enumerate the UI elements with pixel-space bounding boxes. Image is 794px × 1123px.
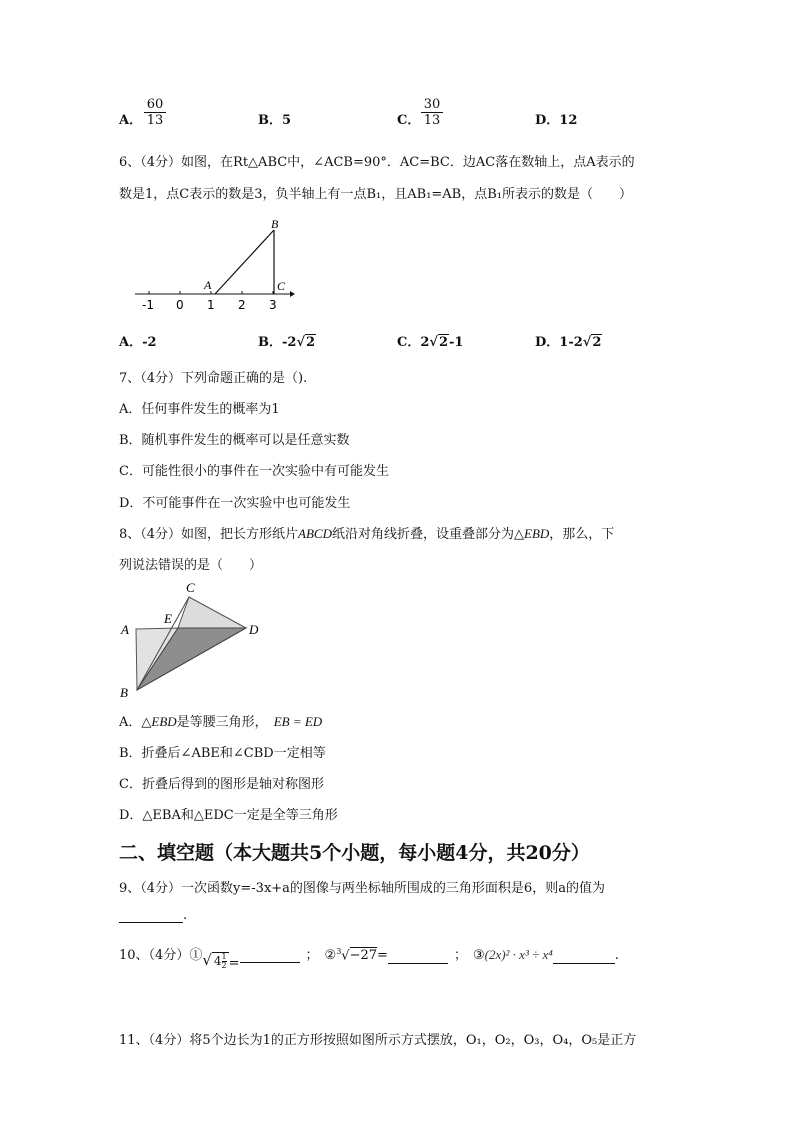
point-label-b: B xyxy=(271,217,279,231)
q6-option-d-prefix: D．1-2 xyxy=(535,335,583,350)
q9-answer-line xyxy=(119,908,187,923)
q5-option-b-label: B． xyxy=(258,113,282,128)
fraction-numerator: 30 xyxy=(423,97,441,112)
q8-option-d: D．△EBA和△EDC一定是全等三角形 xyxy=(119,808,338,823)
q10-part2-prefix: ② xyxy=(324,948,337,963)
point-label-e: E xyxy=(164,611,172,626)
q5-option-d-label: D． xyxy=(535,113,560,128)
q5-option-a-fraction xyxy=(144,97,166,128)
axis-arrow xyxy=(290,291,295,297)
tick-label: 2 xyxy=(238,298,246,312)
sqrt-symbol: √2 xyxy=(296,335,316,350)
section-heading-fill-in: 二、填空题（本大题共5个小题，每小题4分，共20分） xyxy=(119,842,590,864)
q5-option-d-value: 12 xyxy=(559,113,578,128)
separator: ； xyxy=(453,948,467,963)
q8-stem-text: ，那么，下 xyxy=(549,527,615,542)
q6-stem-line2: 数是1，点C表示的数是3，负半轴上有一点B₁，且AB₁=AB，点B₁所表示的数是（ ） xyxy=(119,187,633,202)
point-label-c: C xyxy=(186,580,195,595)
point-label-c: C xyxy=(277,279,286,293)
rectangle-name: ABCD xyxy=(298,526,332,541)
point-label-b: B xyxy=(120,685,128,700)
separator: ； xyxy=(305,948,319,963)
triangle-name: EBD xyxy=(151,714,177,729)
q6-option-c-suffix: -1 xyxy=(449,335,464,350)
q6-stem-line1: 6、（4分）如图，在Rt△ABC中，∠ACB=90°．AC=BC．边AC落在数轴上，点A表示的 xyxy=(119,155,635,170)
q7-stem: 7、（4分）下列命题正确的是（). xyxy=(119,371,308,386)
q6-option-d xyxy=(535,331,602,350)
q8-option-c: C．折叠后得到的图形是轴对称图形 xyxy=(119,777,324,792)
fraction-numerator: 1 xyxy=(221,952,227,961)
q8-stem-text: 纸沿对角线折叠，设重叠部分为△ xyxy=(332,527,524,542)
q5-option-b xyxy=(258,109,291,128)
tick-label: 0 xyxy=(176,298,184,312)
q7-option-b: B．随机事件发生的概率可以是任意实数 xyxy=(119,433,350,448)
q5-option-c-fraction xyxy=(421,97,443,128)
q10-part1-radicand: 4 xyxy=(213,954,222,968)
q10-part3-expression: (2x)² · x³ ÷ x⁴ xyxy=(484,947,553,962)
q8-option-a xyxy=(119,711,322,730)
q5-option-c-label: C． xyxy=(397,113,421,128)
answer-blank[interactable] xyxy=(240,948,300,963)
q10-period: . xyxy=(614,948,619,963)
q8-option-a-prefix: A．△ xyxy=(119,715,152,730)
equals-sign: = xyxy=(377,948,388,963)
fraction-denominator: 2 xyxy=(221,961,227,970)
q11-stem-line1: 11、（4分）将5个边长为1的正方形按照如图所示方式摆放，O₁，O₂，O₃，O₄，O₅是正方 xyxy=(119,1033,637,1048)
sqrt-symbol: √2 xyxy=(429,335,448,350)
segment-ab xyxy=(215,230,274,294)
q7-option-a: A．任何事件发生的概率为1 xyxy=(119,402,280,417)
q5-option-a-label: A． xyxy=(119,113,143,128)
point-label-a: A xyxy=(204,278,212,292)
q6-option-a: A．-2 xyxy=(119,335,157,350)
q9-period: . xyxy=(183,908,188,923)
triangle-name: EBD xyxy=(524,526,550,541)
fraction-numerator: 60 xyxy=(146,97,164,112)
q7-option-d: D．不可能事件在一次实验中也可能发生 xyxy=(119,496,351,511)
folded-flap xyxy=(178,597,246,628)
q8-stem-line1 xyxy=(119,523,614,542)
q8-stem-line2: 列说法错误的是（ ） xyxy=(119,558,263,573)
tick-label: 3 xyxy=(269,298,277,312)
sqrt-symbol: √2 xyxy=(582,335,602,350)
q6-option-c xyxy=(397,331,463,350)
q6-number-line-figure xyxy=(130,215,300,315)
q5-option-d xyxy=(535,109,577,128)
radicand: 2 xyxy=(305,335,316,350)
q9-stem-line1: 9、（4分）一次函数y=-3x+a的图像与两坐标轴所围成的三角形面积是6，则a的值为 xyxy=(119,881,605,896)
q8-option-b: B．折叠后∠ABE和∠CBD一定相等 xyxy=(119,746,326,761)
fraction-denominator: 13 xyxy=(423,113,441,128)
equals-sign: = xyxy=(228,956,240,971)
answer-blank[interactable] xyxy=(553,949,615,964)
tick-label: -1 xyxy=(142,298,154,312)
tick-label: 1 xyxy=(207,298,215,312)
point-label-a: A xyxy=(121,622,129,637)
fraction-denominator: 13 xyxy=(146,113,164,128)
q7-option-c: C．可能性很小的事件在一次实验中有可能发生 xyxy=(119,464,389,479)
q10-part2-expression: $^3$√−27 xyxy=(336,946,378,963)
q10-line xyxy=(119,944,619,980)
answer-blank[interactable] xyxy=(388,949,448,964)
q5-option-b-value: 5 xyxy=(282,113,292,128)
q6-option-b-prefix: B．-2 xyxy=(258,335,297,350)
equation: EB = ED xyxy=(273,714,323,729)
q10-part1-radical: √ 4 $\frac{1}{2}$ xyxy=(202,951,227,970)
q10-part2-radicand: −27 xyxy=(349,948,378,963)
q10-prefix: 10、（4分）① xyxy=(119,948,203,963)
q8-folded-rectangle-figure xyxy=(115,577,275,702)
root-index: 3 xyxy=(336,946,342,956)
point-label-d: D xyxy=(249,622,259,637)
q6-option-b xyxy=(258,331,316,350)
answer-blank[interactable] xyxy=(119,908,183,923)
q8-option-a-text: 是等腰三角形， xyxy=(176,715,268,730)
q8-stem-text: 8、（4分）如图，把长方形纸片 xyxy=(119,527,299,542)
q6-option-c-prefix: C．2 xyxy=(397,335,430,350)
q10-part3-prefix: ③ xyxy=(472,948,485,963)
radicand: 2 xyxy=(438,335,448,350)
radicand: 2 xyxy=(592,335,602,350)
